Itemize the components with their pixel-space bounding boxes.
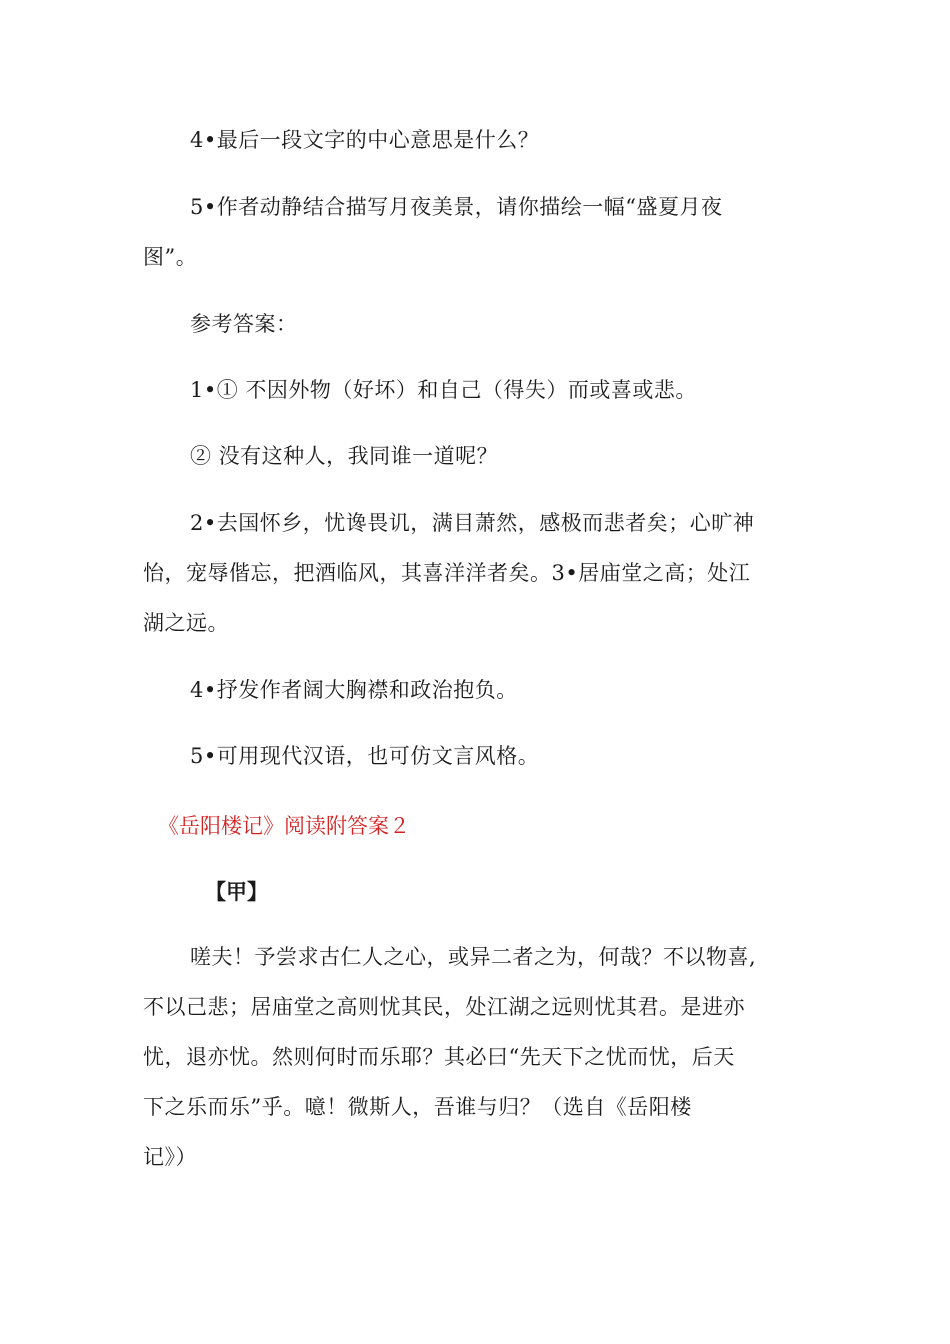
part-label-jia: 【甲】	[205, 880, 268, 904]
question-4: 4•最后一段文字的中心意思是什么？	[190, 128, 540, 152]
passage-line-2: 不以己悲；居庙堂之高则忧其民，处江湖之远则忧其君。是进亦	[143, 995, 745, 1019]
question-5-line-2: 图”。	[143, 245, 198, 269]
answers-label: 参考答案：	[190, 312, 298, 336]
answer-2-line-3: 湖之远。	[143, 611, 229, 635]
section-title: 《岳阳楼记》阅读附答案２	[158, 814, 410, 838]
answer-4: 4•抒发作者阔大胸襟和政治抱负。	[190, 678, 518, 702]
question-5-line-1: 5•作者动静结合描写月夜美景，请你描绘一幅“盛夏月夜	[190, 195, 723, 219]
answer-5: 5•可用现代汉语，也可仿文言风格。	[190, 744, 540, 768]
passage-line-4: 下之乐而乐”乎。噫！微斯人，吾谁与归？（选自《岳阳楼	[143, 1095, 692, 1119]
answer-1-part-1: 1•① 不因外物（好坏）和自己（得失）而或喜或悲。	[190, 378, 697, 402]
answer-2-line-1: 2•去国怀乡，忧谗畏讥，满目萧然，感极而悲者矣；心旷神	[190, 511, 755, 535]
passage-line-5: 记》）	[143, 1145, 197, 1169]
passage-line-1: 嗟夫！予尝求古仁人之心，或异二者之为，何哉？不以物喜,	[190, 945, 757, 969]
answer-1-part-2: ② 没有这种人，我同谁一道呢？	[190, 444, 499, 468]
passage-line-3: 忧，退亦忧。然则何时而乐耶？其必曰“先天下之忧而忧，后天	[143, 1045, 735, 1069]
answer-2-line-2: 怡，宠辱偕忘，把酒临风，其喜洋洋者矣。3•居庙堂之高；处江	[143, 561, 751, 585]
